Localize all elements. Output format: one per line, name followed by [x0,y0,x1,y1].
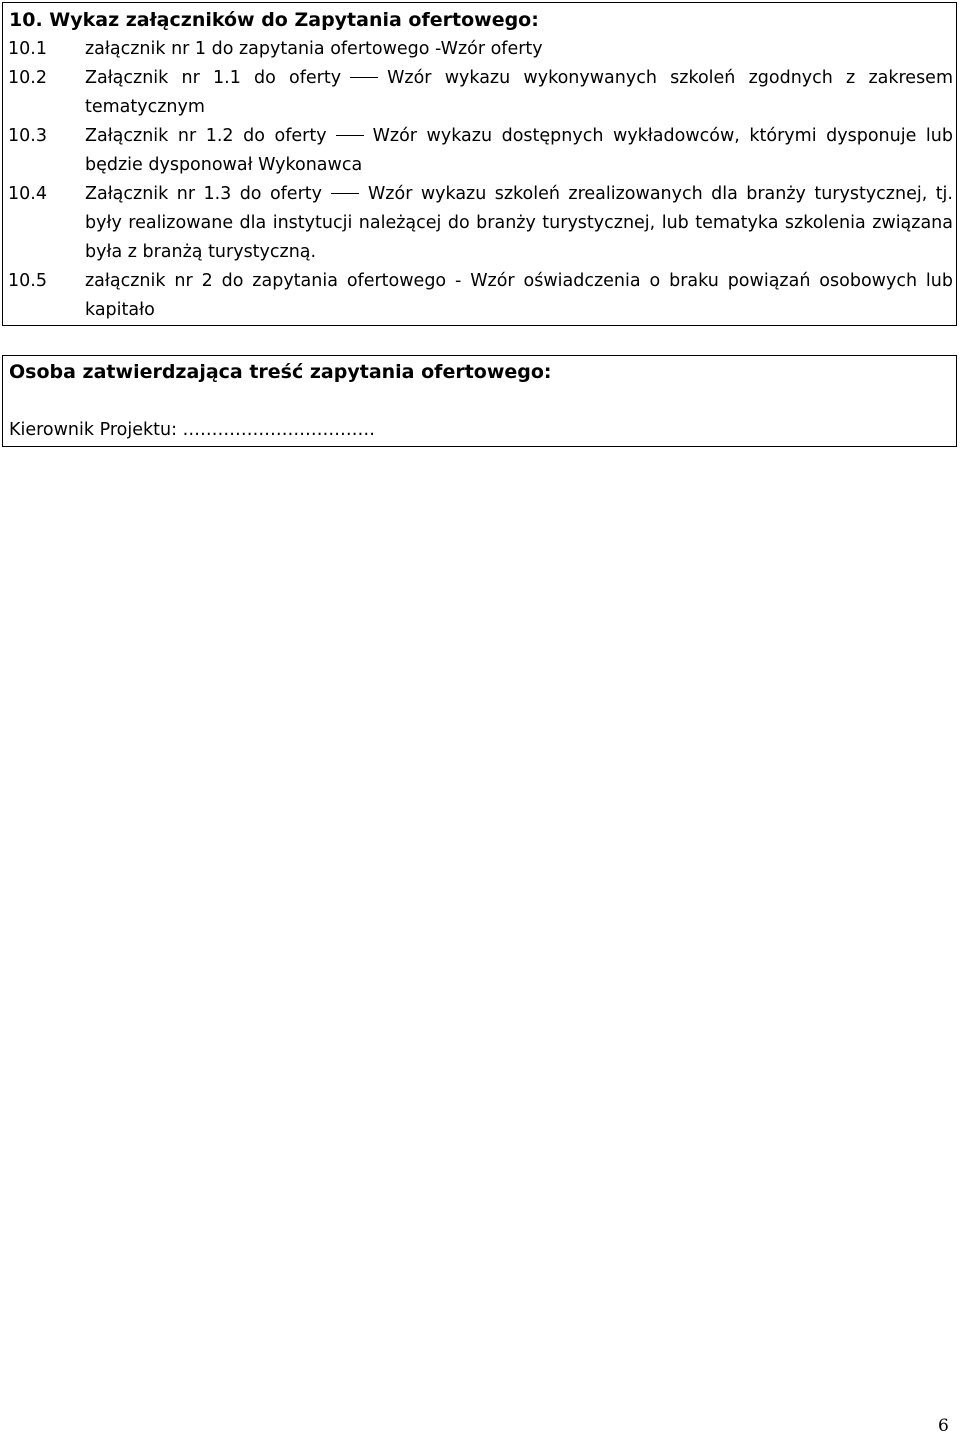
item-number: 10.3 [8,126,47,146]
list-item [8,180,953,267]
item-text-part: załącznik nr 1 do zapytania ofertowego -Wzór oferty [85,39,543,59]
item-text-part: załącznik nr 2 do zapytania ofertowego - Wzór oświadczenia o braku powiązań osobowych lub kapitało [85,271,953,320]
approver-heading: Osoba zatwierdzająca treść zapytania ofertowego: [9,361,552,383]
item-text [85,180,953,267]
item-text [85,267,953,325]
dash-separator [331,193,359,194]
item-text-part: Załącznik nr 1.3 do oferty [85,184,322,204]
item-number: 10.2 [8,68,47,88]
item-number: 10.4 [8,184,47,204]
approver-box [2,355,957,447]
item-text-part: Wzór wykazu dostępnych wykładowców, którymi dysponuje lub będzie dysponował Wykonawca [85,126,953,175]
list-item [8,267,953,325]
item-text-part: Załącznik nr 1.2 do oferty [85,126,327,146]
item-text-part: Załącznik nr 1.1 do oferty [85,68,342,88]
attachments-heading: 10. Wykaz załączników do Zapytania ofertowego: [9,9,539,31]
page-number: 6 [938,1416,949,1436]
item-number: 10.5 [8,271,47,291]
item-text [85,122,953,180]
attachments-list-box [2,2,957,326]
project-manager-line: Kierownik Projektu: …………………………… [9,420,376,440]
list-item [8,35,953,64]
item-text-part: Wzór wykazu szkoleń zrealizowanych dla branży turystycznej, tj. były realizowane dla instytucji należącej do branży turystycznej, lub tematyka szkolenia związana była z branżą turystyczną. [85,184,953,262]
list-item [8,64,953,122]
item-text [85,35,953,64]
item-text-part: Wzór wykazu wykonywanych szkoleń zgodnych z zakresem tematycznym [85,68,953,117]
dash-separator [336,135,364,136]
list-item [8,122,953,180]
item-text [85,64,953,122]
item-number: 10.1 [8,39,47,59]
dash-separator [350,77,378,78]
